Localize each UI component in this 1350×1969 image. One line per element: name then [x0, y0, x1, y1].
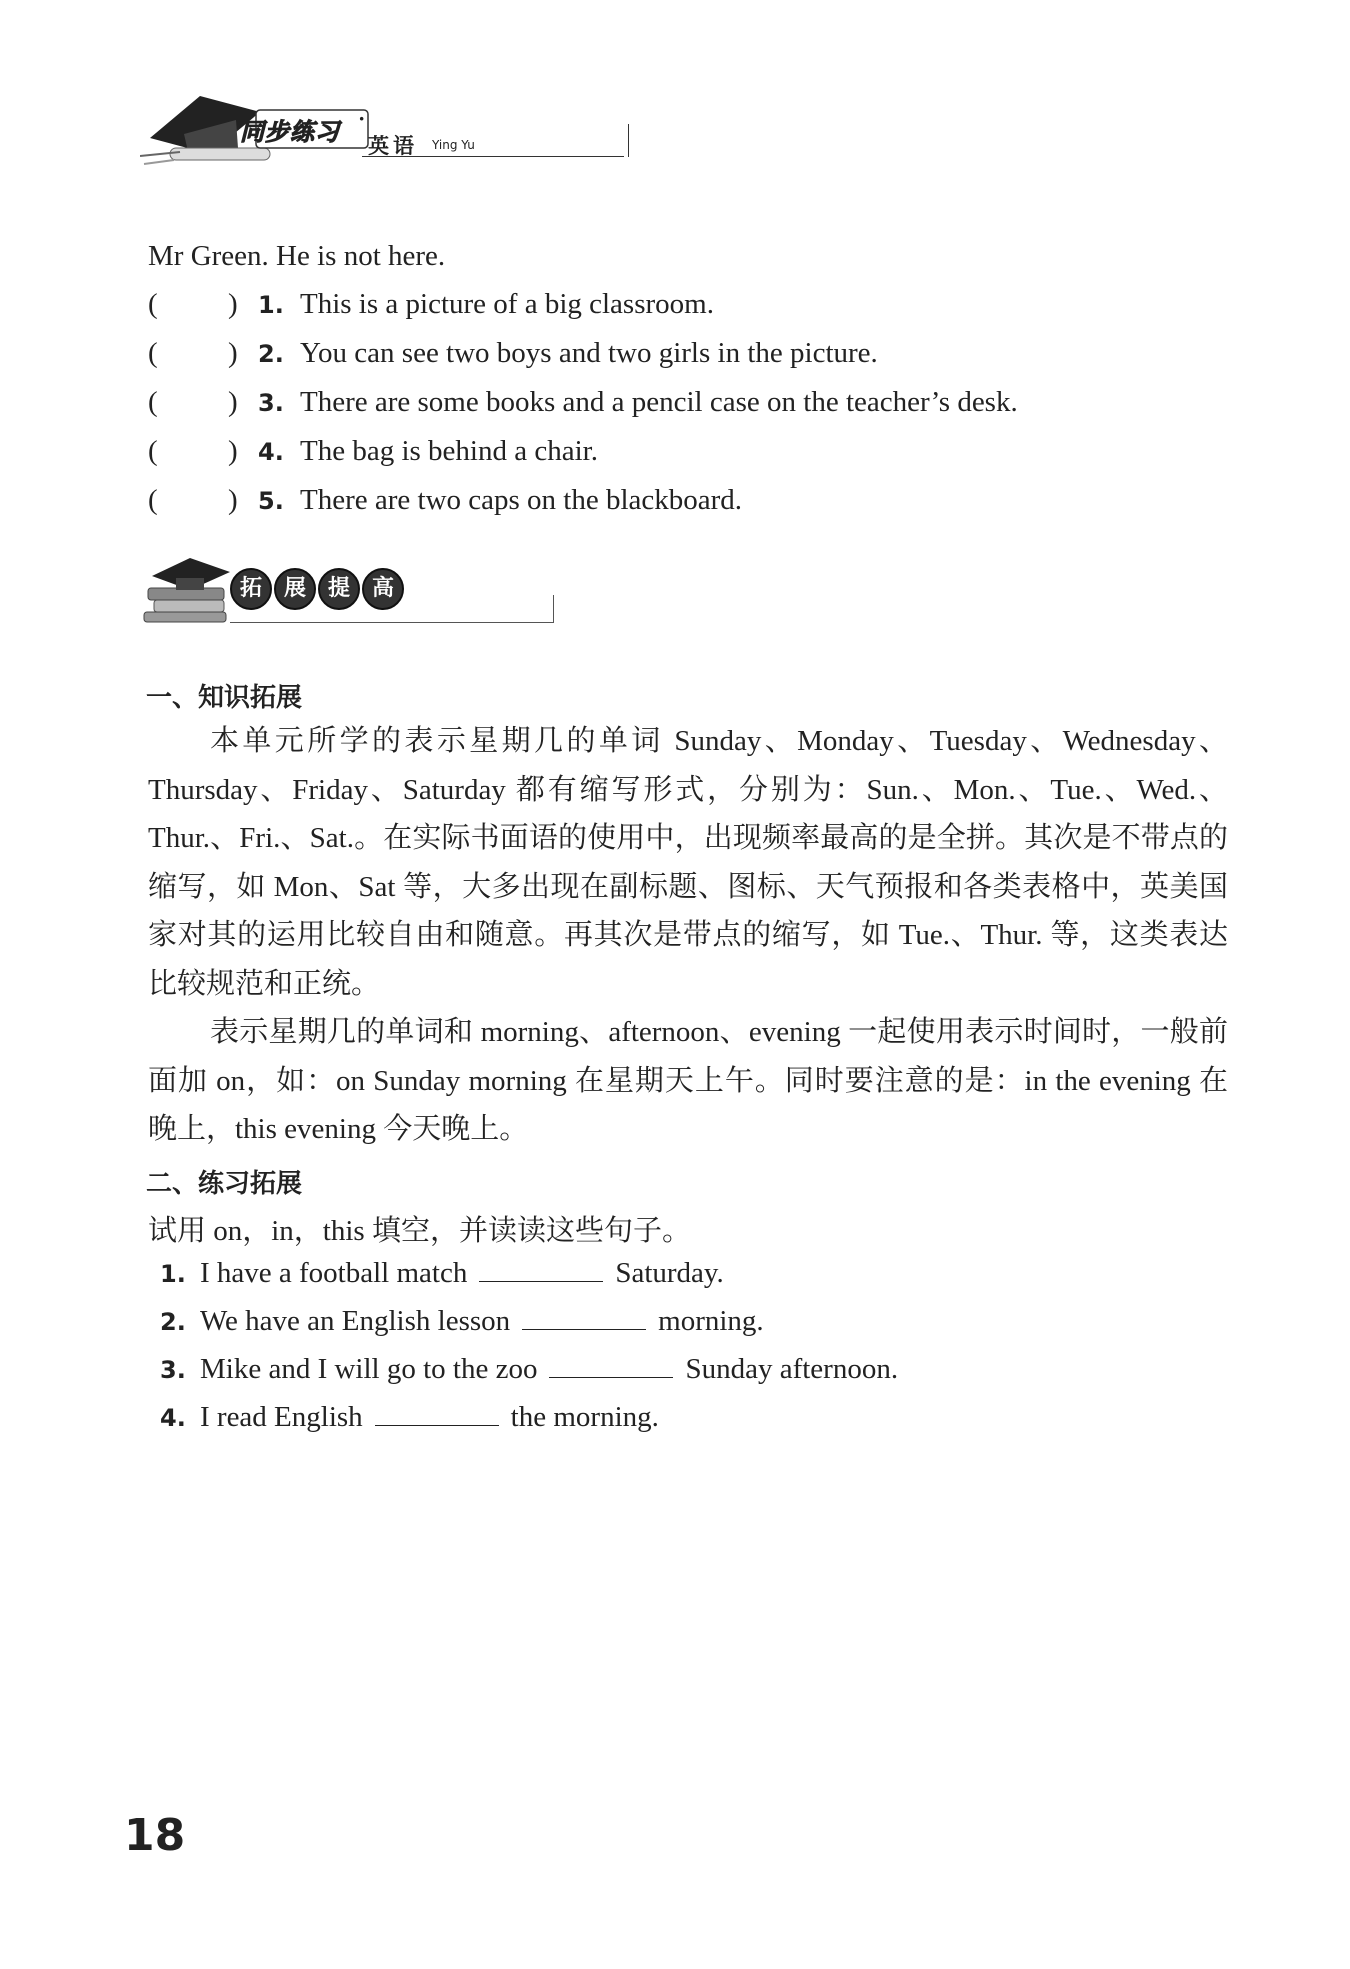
subject-pinyin: Ying Yu: [432, 138, 475, 152]
fill-item: 2. We have an English lesson morning.: [160, 1305, 764, 1337]
judge-item: ( ) 3. There are some books and a pencil case on the teacher’s desk.: [148, 386, 1018, 418]
badge-rule: [230, 622, 554, 623]
answer-blank[interactable]: [522, 1305, 646, 1330]
badge-char: 拓: [230, 568, 272, 610]
knowledge-text: [148, 717, 1228, 1154]
judge-item: ( ) 4. The bag is behind a chair.: [148, 435, 598, 467]
fill-item: 1. I have a football match Saturday.: [160, 1257, 724, 1289]
header-rule: [362, 156, 624, 157]
badge-char: 高: [362, 568, 404, 610]
fill-item: 3. Mike and I will go to the zoo Sunday afternoon.: [160, 1353, 899, 1385]
badge-rule-end: [553, 595, 554, 623]
knowledge-paragraph-1: 本单元所学的表示星期几的单词 Sunday、Monday、Tuesday、Wednesday、Thursday、Friday、Saturday 都有缩写形式，分别为：Sun.、Mon.、Tue.、Wed.、Thur.、Fri.、Sat.。在实际书面语的使用中，出现频率最高的是全拼。其次是不带点的缩写，如 Mon、Sat 等，大多出现在副标题、图标、天气预报和各类表格中，英美国家对其的运用比较自由和随意。再其次是带点的缩写，如 Tue.、Thur. 等，这类表达比较规范和正统。: [148, 725, 1228, 1000]
page-header: [140, 90, 500, 170]
section-heading-practice: 二、练习拓展: [146, 1169, 303, 1199]
section-heading-knowledge: 一、知识拓展: [146, 683, 303, 713]
answer-blank[interactable]: [375, 1401, 499, 1426]
passage-last-line: Mr Green. He is not here.: [148, 240, 446, 272]
judge-item: ( ) 1. This is a picture of a big classroom.: [148, 288, 714, 320]
separator-dot: ·: [358, 106, 366, 131]
header-rule-end: [628, 124, 629, 157]
practice-instruction: 试用 on，in，this 填空，并读读这些句子。: [148, 1215, 691, 1247]
judge-item: ( ) 2. You can see two boys and two girls in the picture.: [148, 337, 878, 369]
badge-char: 提: [318, 568, 360, 610]
books-cap-icon: [140, 550, 240, 630]
judge-item: ( ) 5. There are two caps on the blackboard.: [148, 484, 743, 516]
badge-char: 展: [274, 568, 316, 610]
answer-blank[interactable]: [549, 1353, 673, 1378]
series-title: 同步练习: [240, 118, 340, 146]
section-badge: [140, 550, 420, 630]
fill-item: 4. I read English the morning.: [160, 1401, 659, 1433]
subject-title: 英语: [368, 134, 418, 158]
page-number: 18: [124, 1810, 186, 1861]
answer-blank[interactable]: [479, 1257, 603, 1282]
knowledge-paragraph-2: 表示星期几的单词和 morning、afternoon、evening 一起使用表示时间时，一般前面加 on，如：on Sunday morning 在星期天上午。同时要注意的是：in the evening 在晚上，this evening 今天晚上。: [148, 1016, 1228, 1145]
